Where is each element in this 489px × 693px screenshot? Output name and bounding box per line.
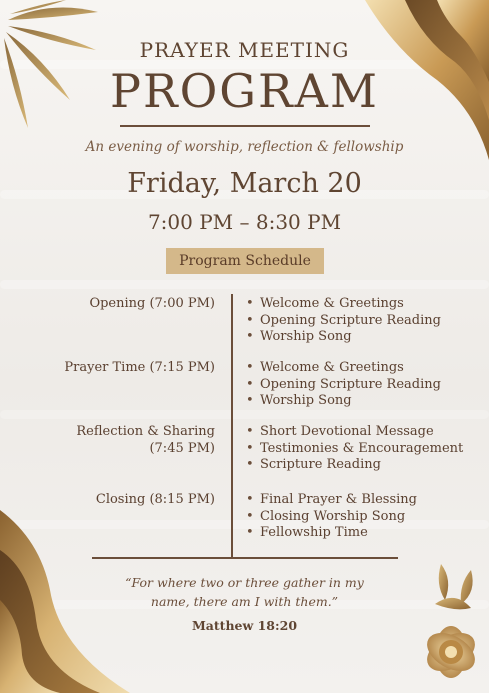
- list-item: • Opening Scripture Reading: [246, 377, 441, 394]
- section-label-line: (7:45 PM): [149, 440, 215, 456]
- subtitle: PRAYER MEETING: [139, 38, 350, 62]
- event-date: Friday, March 20: [127, 168, 362, 199]
- footer-divider: [92, 557, 398, 559]
- section-label: Closing (8:15 PM): [95, 492, 215, 507]
- list-item: • Worship Song: [246, 329, 441, 346]
- section-label-line: Reflection & Sharing: [76, 424, 215, 439]
- section-items: [246, 492, 417, 542]
- quote-line: name, there am I with them.”: [150, 594, 339, 609]
- tagline: An evening of worship, reflection & fellowship: [85, 139, 404, 155]
- schedule-heading: Program Schedule: [166, 248, 324, 274]
- list-item: • Closing Worship Song: [246, 509, 417, 526]
- list-item: • Scripture Reading: [246, 457, 463, 474]
- title-divider: [120, 125, 370, 127]
- list-item: • Welcome & Greetings: [246, 360, 441, 377]
- event-time: 7:00 PM – 8:30 PM: [147, 210, 342, 234]
- list-item: • Testimonies & Encouragement: [246, 441, 463, 458]
- list-item: • Welcome & Greetings: [246, 296, 441, 313]
- texture-stroke: [0, 280, 489, 289]
- texture-stroke: [0, 410, 489, 419]
- list-item: • Final Prayer & Blessing: [246, 492, 417, 509]
- scripture-reference: Matthew 18:20: [191, 618, 298, 633]
- section-label: Opening (7:00 PM): [89, 296, 215, 311]
- scripture-quote: [0, 573, 489, 611]
- list-item: • Short Devotional Message: [246, 424, 463, 441]
- section-label: Prayer Time (7:15 PM): [64, 360, 215, 375]
- list-item: • Fellowship Time: [246, 525, 417, 542]
- list-item: • Worship Song: [246, 393, 441, 410]
- section-label: [15, 424, 215, 457]
- section-items: [246, 360, 441, 410]
- section-items: [246, 296, 441, 346]
- timeline-divider: [231, 294, 233, 559]
- quote-line: “For where two or three gather in my: [125, 575, 364, 590]
- section-items: [246, 424, 463, 474]
- list-item: • Opening Scripture Reading: [246, 313, 441, 330]
- page-title: PROGRAM: [110, 64, 379, 118]
